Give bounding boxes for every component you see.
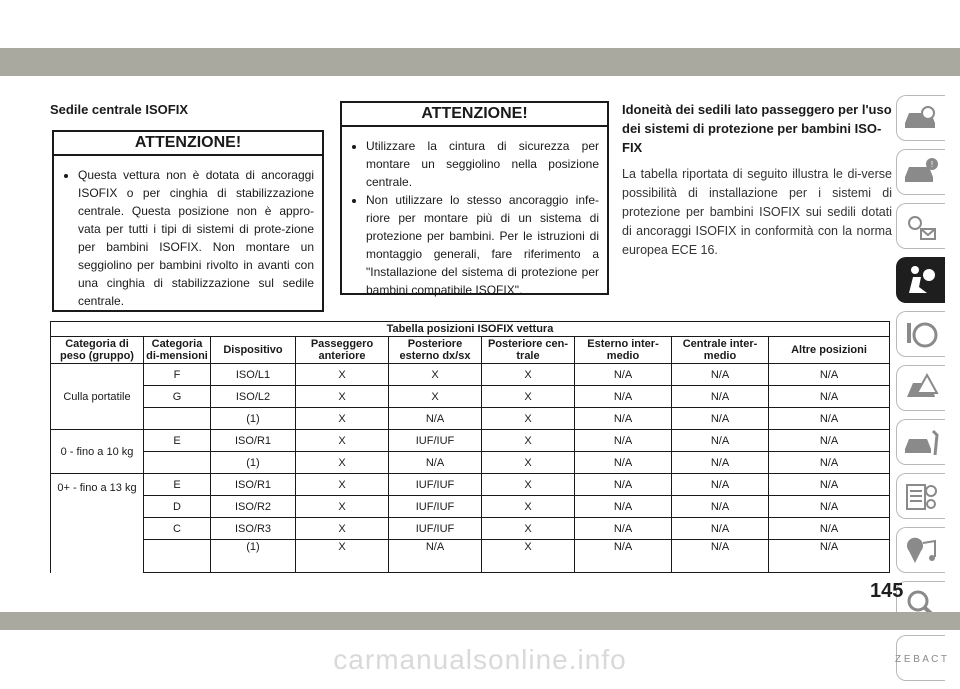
- table-cell: X: [482, 452, 575, 474]
- table-cell: X: [296, 518, 389, 540]
- table-cell: N/A: [389, 408, 482, 430]
- column-header: Categoria di-mensioni: [144, 337, 211, 364]
- steering-wheel-icon: [901, 317, 941, 351]
- tab-seat-airbag[interactable]: [896, 257, 945, 303]
- table-cell: N/A: [575, 540, 672, 573]
- tab-car-dashboard[interactable]: [896, 95, 945, 141]
- warning-title: ATTENZIONE!: [54, 132, 322, 156]
- table-cell: X: [482, 408, 575, 430]
- table-cell: N/A: [769, 452, 890, 474]
- tab-service[interactable]: [896, 419, 945, 465]
- table-cell: X: [296, 430, 389, 452]
- table-cell: N/A: [575, 430, 672, 452]
- table-cell: X: [482, 474, 575, 496]
- table-cell: X: [482, 540, 575, 573]
- table-cell: N/A: [769, 364, 890, 386]
- column-header: Passeggero anteriore: [296, 337, 389, 364]
- table-cell: [144, 452, 211, 474]
- section-title: Sedile centrale ISOFIX: [50, 102, 188, 117]
- car-dashboard-icon: [901, 101, 941, 135]
- tab-multimedia[interactable]: [896, 527, 945, 573]
- column-header: Altre posizioni: [769, 337, 890, 364]
- table-cell: N/A: [769, 430, 890, 452]
- tab-steering-wheel[interactable]: [896, 311, 945, 357]
- table-cell: X: [296, 408, 389, 430]
- table-cell: N/A: [672, 430, 769, 452]
- weight-group-cell: 0+ - fino a 13 kg: [51, 474, 144, 573]
- warning-box-isofix-central: [52, 130, 324, 312]
- table-caption: Tabella posizioni ISOFIX vettura: [51, 322, 890, 337]
- table-cell: ISO/L1: [211, 364, 296, 386]
- warning-item: • Questa vettura non è dotata di ancoraggi ISOFIX o per cinghia di stabilizzazione centrale. Questa posizione non è appro-vata per tutti i tipi di sistemi di prote-zione per bambini ISOFIX. Non montare un seggiolino per bambini rivolto in avanti con una cinghia di stabilizzazione sul sedile centrale.: [78, 166, 314, 310]
- table-cell: N/A: [672, 386, 769, 408]
- table-cell: IUF/IUF: [389, 474, 482, 496]
- tab-specifications[interactable]: [896, 473, 945, 519]
- table-cell: N/A: [672, 540, 769, 573]
- table-cell: X: [296, 540, 389, 573]
- table-cell: N/A: [769, 496, 890, 518]
- table-cell: N/A: [672, 364, 769, 386]
- warning-box-seatbelt: [340, 101, 609, 295]
- table-cell: N/A: [575, 364, 672, 386]
- column-header: Posteriore esterno dx/sx: [389, 337, 482, 364]
- table-cell: N/A: [575, 518, 672, 540]
- table-cell: C: [144, 518, 211, 540]
- column-header: Categoria di peso (gruppo): [51, 337, 144, 364]
- table-cell: N/A: [672, 474, 769, 496]
- table-cell: N/A: [769, 540, 890, 573]
- table-cell: E: [144, 474, 211, 496]
- multimedia-icon: [901, 533, 941, 567]
- table-cell: (1): [211, 452, 296, 474]
- table-cell: N/A: [672, 408, 769, 430]
- table-cell: [144, 540, 211, 573]
- table-cell: N/A: [575, 474, 672, 496]
- suitability-section: [622, 100, 892, 260]
- table-cell: ISO/R2: [211, 496, 296, 518]
- table-cell: N/A: [672, 496, 769, 518]
- column-header: Esterno inter-medio: [575, 337, 672, 364]
- table-cell: N/A: [575, 386, 672, 408]
- table-cell: ISO/R3: [211, 518, 296, 540]
- emergency-icon: [901, 371, 941, 405]
- table-cell: IUF/IUF: [389, 430, 482, 452]
- car-info-icon: [901, 155, 941, 189]
- table-cell: X: [296, 386, 389, 408]
- suitability-body: La tabella riportata di seguito illustra le di-verse possibilità di installazione per i sistemi di protezione per bambini ISOFIX sui sedili dotati di ancoraggi ISOFIX in conformità con la norma europea ECE 16.: [622, 167, 892, 257]
- table-cell: X: [296, 452, 389, 474]
- table-cell: X: [482, 364, 575, 386]
- table-cell: N/A: [575, 496, 672, 518]
- table-cell: X: [482, 386, 575, 408]
- table-cell: N/A: [389, 452, 482, 474]
- table-cell: E: [144, 430, 211, 452]
- tab-car-info[interactable]: [896, 149, 945, 195]
- seat-airbag-icon: [901, 263, 941, 297]
- specifications-icon: [901, 479, 941, 513]
- watermark-text: carmanualsonline.info: [333, 644, 627, 675]
- warning-item: • Utilizzare la cintura di sicurezza per montare un seggiolino nella posizione centrale.: [366, 137, 599, 191]
- warning-title: ATTENZIONE!: [342, 103, 607, 127]
- table-cell: N/A: [672, 518, 769, 540]
- suitability-title: Idoneità dei sedili lato passeggero per l'uso dei sistemi di protezione per bambini ISO-FIX: [622, 102, 892, 155]
- alphabet-letters: Z E B A C T: [894, 654, 948, 665]
- table-cell: X: [482, 430, 575, 452]
- table-cell: N/A: [769, 408, 890, 430]
- table-cell: IUF/IUF: [389, 518, 482, 540]
- table-cell: [144, 408, 211, 430]
- warning-lights-icon: [901, 209, 941, 243]
- table-cell: X: [482, 518, 575, 540]
- table-cell: G: [144, 386, 211, 408]
- svg-text:!: !: [930, 160, 934, 169]
- table-cell: ISO/R1: [211, 474, 296, 496]
- table-cell: X: [296, 474, 389, 496]
- table-cell: X: [389, 364, 482, 386]
- weight-group-cell: 0 - fino a 10 kg: [51, 430, 144, 474]
- column-header: Centrale inter-medio: [672, 337, 769, 364]
- column-header: Dispositivo: [211, 337, 296, 364]
- tab-emergency[interactable]: [896, 365, 945, 411]
- table-cell: N/A: [769, 386, 890, 408]
- table-cell: X: [482, 496, 575, 518]
- table-cell: N/A: [575, 408, 672, 430]
- table-cell: N/A: [672, 452, 769, 474]
- table-cell: N/A: [575, 452, 672, 474]
- tab-warning-lights[interactable]: [896, 203, 945, 249]
- chapter-tabs-sidebar: [896, 95, 960, 689]
- weight-group-cell: Culla portatile: [51, 364, 144, 430]
- header-bar: [0, 48, 960, 76]
- table-cell: (1): [211, 540, 296, 573]
- footer-bar: [0, 612, 960, 630]
- table-cell: ISO/R1: [211, 430, 296, 452]
- service-wrench-icon: [901, 425, 941, 459]
- page-number: 145: [870, 580, 904, 602]
- table-cell: X: [296, 496, 389, 518]
- table-cell: X: [389, 386, 482, 408]
- table-cell: D: [144, 496, 211, 518]
- table-cell: F: [144, 364, 211, 386]
- table-cell: (1): [211, 408, 296, 430]
- table-cell: X: [296, 364, 389, 386]
- warning-item: • Non utilizzare lo stesso ancoraggio infe-riore per montare più di un sistema di protezione per bambini. Per le istruzioni di montaggio generali, fare riferimento a "Installazione del sistema di protezione per bambini compatibile ISOFIX".: [366, 191, 599, 299]
- table-cell: N/A: [769, 474, 890, 496]
- table-cell: IUF/IUF: [389, 496, 482, 518]
- table-cell: N/A: [769, 518, 890, 540]
- isofix-positions-table: [50, 321, 890, 573]
- column-header: Posteriore cen-trale: [482, 337, 575, 364]
- table-cell: ISO/L2: [211, 386, 296, 408]
- table-cell: N/A: [389, 540, 482, 573]
